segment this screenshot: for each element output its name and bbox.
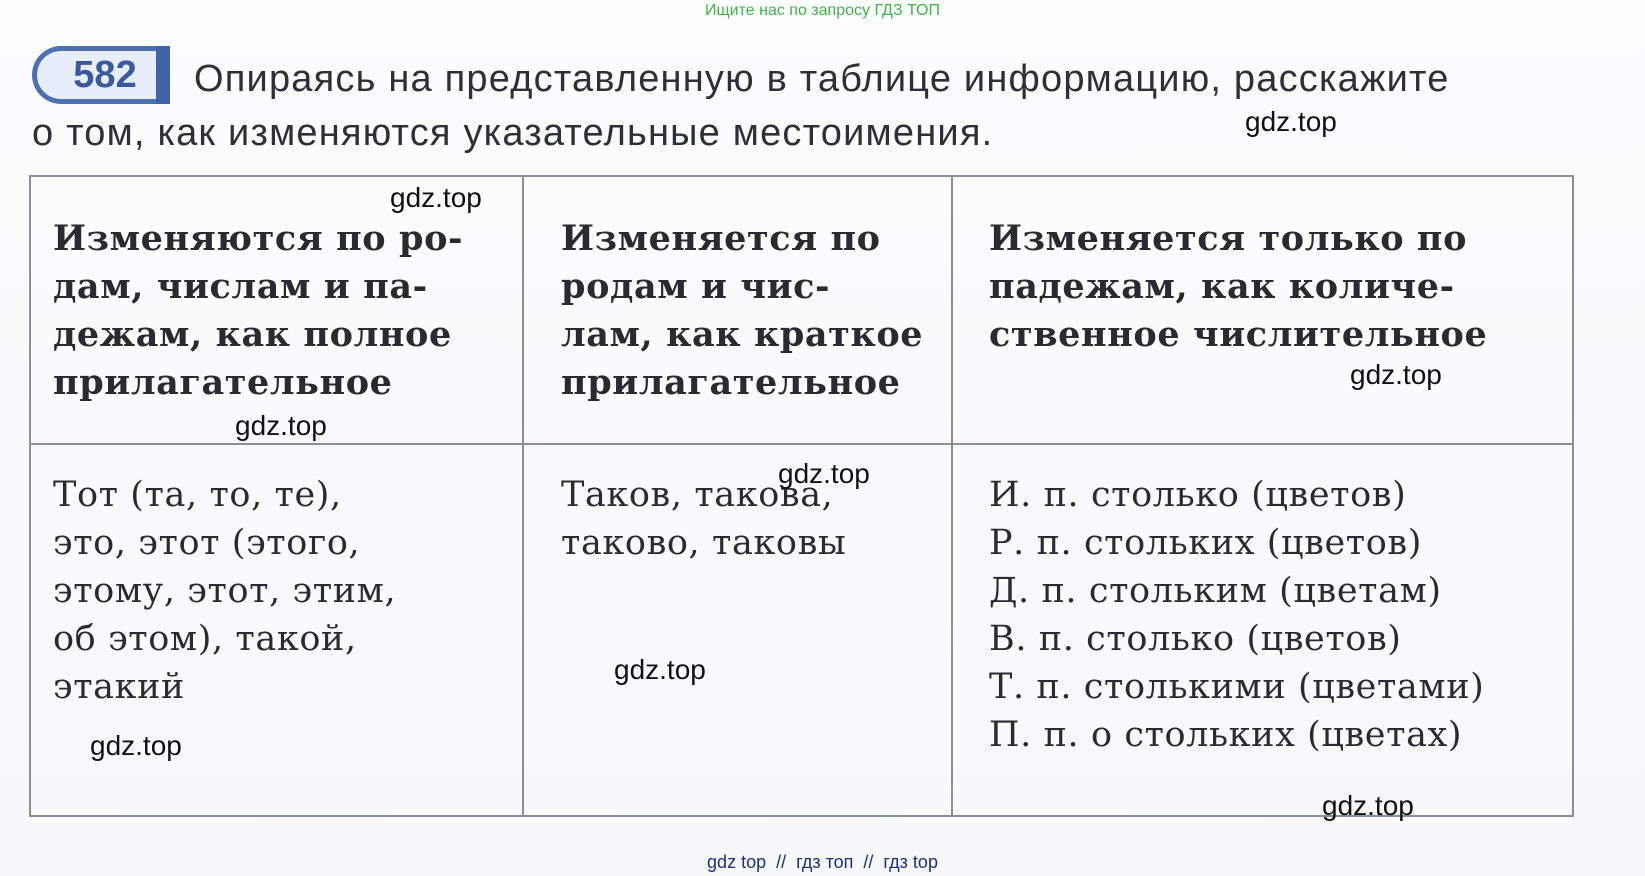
pronoun-table: [29, 175, 1574, 817]
table-column-divider: [522, 177, 524, 815]
search-hint-banner: Ищите нас по запросу ГДЗ ТОП: [705, 2, 940, 19]
watermark-text: gdz.top: [90, 730, 182, 761]
watermark-text: gdz.top: [390, 182, 482, 213]
task-statement: [32, 52, 1582, 160]
watermark-text: gdz.top: [778, 458, 870, 489]
table-header-cell-2: Изменяется по родам и чис- лам, как краткое прилагательное: [561, 218, 924, 403]
task-line-1: Опираясь на представленную в таблице информацию, расскажите: [194, 58, 1450, 100]
task-number: 582: [73, 54, 137, 96]
watermark-text: gdz.top: [235, 410, 327, 441]
task-line-2: о том, как изменяются указательные местоимения.: [32, 112, 994, 154]
watermark-text: gdz.top: [1322, 790, 1414, 821]
table-body-cell-1: Тот (та, то, те), это, этот (этого, этому, этот, этим, об этом), такой, этакий: [53, 475, 397, 707]
footer-watermark: gdz top // гдз топ // гдз top: [707, 852, 938, 872]
table-header-cell-3: Изменяется только по падежам, как количе- ственное числительное: [989, 218, 1488, 355]
table-row-divider: [31, 443, 1572, 445]
watermark-text: gdz.top: [614, 654, 706, 685]
table-body-cell-3: И. п. столько (цветов) Р. п. стольких (цветов) Д. п. стольким (цветам) В. п. столько (цветов) Т. п. столькими (цветами) П. п. о стольких (цветах): [989, 475, 1485, 755]
watermark-text: gdz.top: [1245, 106, 1337, 137]
watermark-text: gdz.top: [1350, 359, 1442, 390]
table-header-cell-1: Изменяются по ро- дам, числам и па- дежам, как полное прилагательное: [53, 218, 464, 403]
table-column-divider: [951, 177, 953, 815]
table-body-cell-2: Таков, такова, таково, таковы: [561, 475, 847, 563]
